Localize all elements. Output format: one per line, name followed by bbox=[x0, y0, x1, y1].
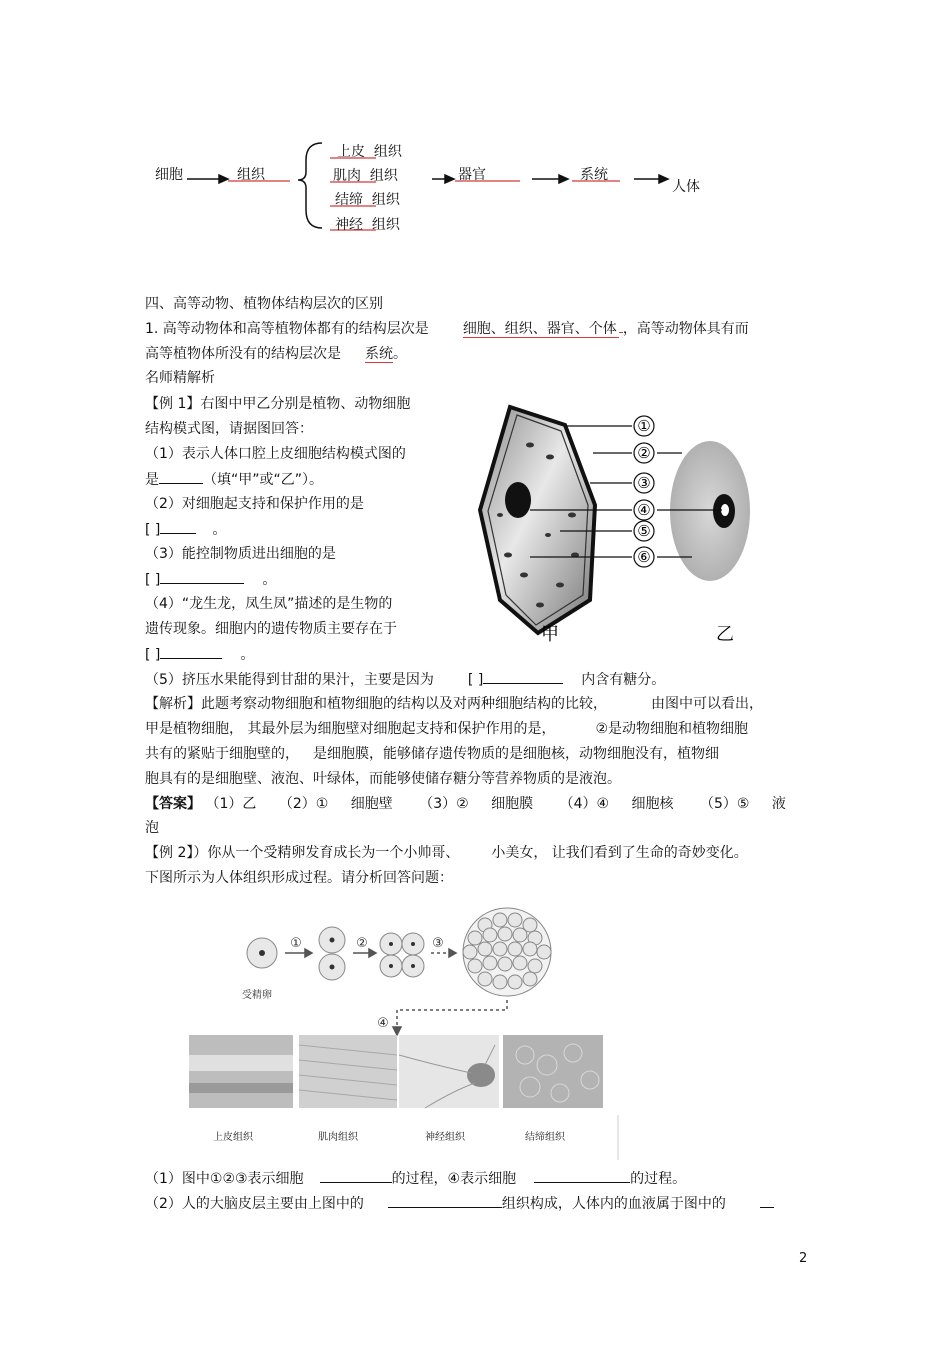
hierarchy-organ: 器官 bbox=[458, 167, 486, 183]
animal-label: 乙 bbox=[716, 624, 734, 645]
plant-cell bbox=[480, 407, 595, 633]
teacher-analysis-heading: 名师精解析 bbox=[145, 370, 215, 386]
tissue-formation-figure bbox=[185, 905, 625, 1165]
hierarchy-arrows bbox=[0, 0, 950, 260]
ex2-q2: （2）人的大脑皮层主要由上图中的 组织构成，人体内的血液属于图中的 bbox=[145, 1193, 774, 1214]
ex1-intro-2: 结构模式图，请据图回答： bbox=[145, 421, 313, 437]
ex1-q5: （5）挤压水果能得到甘甜的果汁，主要是因为 [ ] 内含有糖分。 bbox=[145, 669, 665, 690]
tissue-type-connective: 结缔 组织 bbox=[335, 192, 400, 208]
hierarchy-tissue: 组织 bbox=[237, 167, 265, 183]
figure-number-5: ⑤ bbox=[637, 522, 651, 540]
ex1-q1-line1: （1）表示人体口腔上皮细胞结构模式图的 bbox=[145, 446, 406, 462]
tissue-type-nerve: 神经 组织 bbox=[335, 217, 400, 233]
step-3-label: ③ bbox=[432, 936, 444, 951]
ex1-q4-line3: [ ] 。 bbox=[145, 644, 254, 665]
ex1-q3-line2: [ ] 。 bbox=[145, 569, 276, 590]
ex1-q3-line1: （3）能控制物质进出细胞的是 bbox=[145, 546, 336, 562]
figure-number-1: ① bbox=[637, 417, 651, 435]
tissue-label-nerve: 神经组织 bbox=[425, 1132, 465, 1143]
figure-number-3: ③ bbox=[637, 474, 651, 492]
section4-q1-line2: 高等植物体所没有的结构层次是 系统。 bbox=[145, 346, 407, 362]
plant-nucleus bbox=[505, 482, 531, 518]
tissue-type-epithelial: 上皮 组织 bbox=[337, 144, 402, 160]
ex1-analysis-1: 【解析】此题考察动物细胞和植物细胞的结构以及对两种细胞结构的比较， 由图中可以看出， bbox=[145, 696, 763, 712]
page-number: 2 bbox=[799, 1251, 808, 1266]
tissue-label-epithelial: 上皮组织 bbox=[213, 1132, 253, 1143]
section4-q1-answer: 细胞、组织、器官、个体 bbox=[462, 321, 617, 337]
hierarchy-system: 系统 bbox=[580, 167, 608, 183]
tissue-type-muscle: 肌肉 组织 bbox=[333, 168, 398, 184]
ex1-q4-line1: （4）“龙生龙，凤生凤”描述的是生物的 bbox=[145, 596, 393, 612]
tissue-label-connective: 结缔组织 bbox=[525, 1132, 565, 1143]
section4-heading: 四、高等动物、植物体结构层次的区别 bbox=[145, 296, 383, 312]
ex1-analysis-3: 共有的紧贴于细胞壁的， 是细胞膜，能够储存遗传物质的是细胞核，动物细胞没有，植物细 bbox=[145, 746, 719, 762]
figure-number-4: ④ bbox=[637, 501, 651, 519]
ex1-intro-1: 【例 1】右图中甲乙分别是植物、动物细胞 bbox=[145, 396, 411, 412]
section4-q1-line1: 1. 高等动物体和高等植物体都有的结构层次是 细胞、组织、器官、个体 ，高等动物体具有而 bbox=[145, 321, 749, 337]
animal-cell bbox=[670, 441, 750, 581]
ex1-analysis-2: 甲是植物细胞， 其最外层为细胞壁对细胞起支持和保护作用的是， ②是动物细胞和植物细胞 bbox=[145, 721, 749, 737]
ex1-answer: 【答案】 （1）乙 （2）① 细胞壁 （3）② 细胞膜 （4）④ 细胞核 （5）⑤ 液 bbox=[145, 796, 786, 812]
tissue-images bbox=[189, 1035, 603, 1108]
figure-number-2: ② bbox=[637, 444, 651, 462]
ex2-intro-1: 【例 2】）你从一个受精卵发育成长为一个小帅哥、 小美女， 让我们看到了生命的奇妙变化。 bbox=[145, 845, 748, 861]
zygote-label: 受精卵 bbox=[242, 990, 272, 1001]
ex1-analysis-4: 胞具有的是细胞壁、液泡、叶绿体，而能够使储存糖分等营养物质的是液泡。 bbox=[145, 771, 621, 787]
plant-label: 甲 bbox=[541, 624, 559, 645]
ex1-q2-line2: [ ] 。 bbox=[145, 519, 226, 540]
step-2-label: ② bbox=[356, 936, 368, 951]
step-4-label: ④ bbox=[377, 1016, 389, 1031]
morula bbox=[463, 908, 551, 996]
section4-q1-answer2: 系统 bbox=[365, 346, 393, 362]
hierarchy-cell: 细胞 bbox=[155, 167, 183, 183]
cell-structure-figure bbox=[470, 395, 780, 650]
tissue-label-muscle: 肌肉组织 bbox=[318, 1132, 358, 1143]
hierarchy-body: 人体 bbox=[672, 179, 700, 195]
ex1-q1-line2: 是 （填“甲”或“乙”）。 bbox=[145, 469, 323, 490]
ex2-q1: （1）图中①②③表示细胞 的过程，④表示细胞 的过程。 bbox=[145, 1168, 686, 1189]
figure-number-6: ⑥ bbox=[637, 548, 651, 566]
ex2-intro-2: 下图所示为人体组织形成过程。请分析回答问题： bbox=[145, 870, 453, 886]
step-1-label: ① bbox=[290, 936, 302, 951]
ex1-q2-line1: （2）对细胞起支持和保护作用的是 bbox=[145, 496, 364, 512]
ex1-q4-line2: 遗传现象。细胞内的遗传物质主要存在于 bbox=[145, 621, 397, 637]
ex1-answer-line2: 泡 bbox=[145, 820, 159, 836]
